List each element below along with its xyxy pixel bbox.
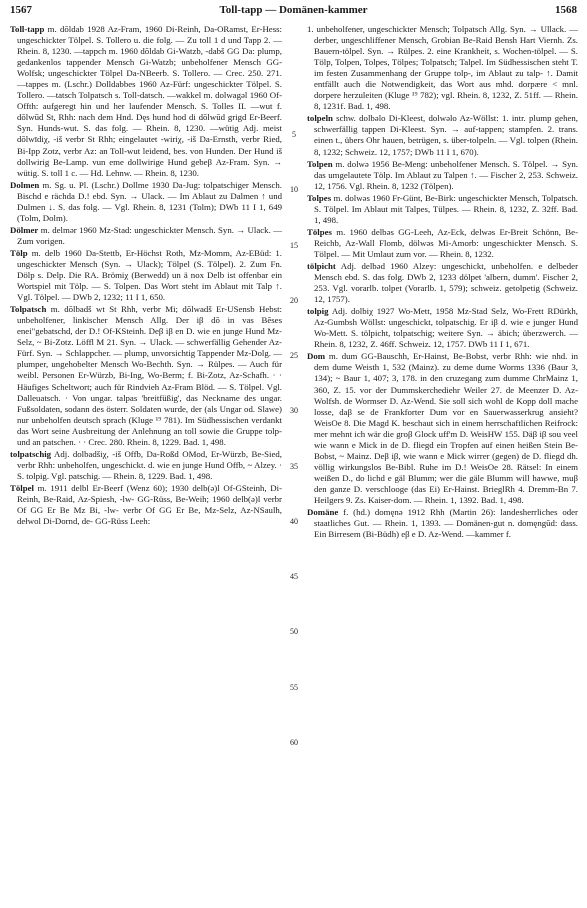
dictionary-entry bbox=[307, 227, 578, 260]
entry-text: m. 1960 delbəs GG-Leeh, Az-Eck, delwəs Er-Breit Schönn, Be-Reichb, Az-Wall Flomb, dölwəs Mi-Amorb: ungeschickter Mensch. S. Tölpel. — Mit Umlaut zum vor. — Rhein. 8, 1232. bbox=[314, 226, 578, 259]
entry-headword: Tölpel bbox=[10, 482, 34, 493]
dictionary-entry bbox=[307, 351, 578, 506]
entry-text: m. delmər 1960 Mz-Stad: ungeschickter Mensch. Syn. → Ulack. — Zum vorigen. bbox=[17, 224, 282, 246]
dictionary-entry bbox=[307, 113, 578, 157]
entry-headword: Tolpatsch bbox=[10, 304, 47, 315]
entry-headword: tolpig bbox=[307, 306, 329, 317]
entry-text: m. 1911 delbl Er-Beerf (Wenz 60); 1930 delb(ə)l Of-GSteinh, Di-Reinh, Be-Raid, Az-Spiesh, -lw- GG-Rüss, Be-Weih; 1960 delb(ə)l verbr Of GG Er Be Mz Bi, -lw- verbr Of GG Er Be, Mz-Selz, Az-NSaulh, dełwol Di-Dornd, de- GG-Rüss Leeh: bbox=[17, 482, 282, 527]
running-header bbox=[10, 4, 577, 20]
dictionary-entry bbox=[307, 306, 578, 350]
entry-headword: Tölp bbox=[10, 247, 28, 258]
line-number: 30 bbox=[290, 406, 298, 416]
entry-text: m. Sg. u. Pl. (Lschr.) Dollme 1930 Da-Jug: tolpatschiger Mensch. Bischd e rächda D.! ebd. Syn. → Ulack. — Im Ablaut zu Dalmen ↑ und Dulmen ↓. S. das folg. — Vgl. Rhein. 8, 1231 (Tolm); DWb 11 I 1, 649 (Tolm, Dolm). bbox=[17, 179, 282, 223]
line-number: 45 bbox=[290, 572, 298, 582]
dictionary-entry bbox=[10, 180, 282, 224]
line-number: 35 bbox=[290, 461, 298, 471]
entry-text: m. dōlbadš wt St Rhh, verbr Mi; dōlwadš Er-USensb Hebst: unbeholfener, linkischer Mensch Allg. Der iβ dō in vas Bēses enei"gebatschd, der D.! Of-KSteinh. Deβ iβ en D. wie en junge Hund Mz-Selz, ~ Bi-Zotz. Löffl M 21. Syn. → Ulack. — schwerfällig Gehender Az-Fürf. Syn. → Schlappcher. — plump, unvorsichtig Tappender Mz-Dolg. — plumper, ungehobelter Mensch Wo-Bechth. Syn. → Rülpes. — Auch für weibl. Personen Er-Würzb, Bi-Ing, Wo-Berm; f. Bi-Zotz, Az-Schafh. · · Häufiges Scheltwort; auch für Rindvieh Az-Fram Blöd. — S. Tölpel. Vgl. Dalleuatsch. · Von ungar. talpas 'breitfüßig', das Neckname des ungar. Fußsoldaten, sodann des österr. Soldaten wurde, der (als Ungar od. Slawe) nur unbeholfen deutsch sprach (Kluge ¹⁹ 781). Im Südhessischen verdankt das Wort seine Ausbreitung der Anlehnung an toll sowie die Gruppe tolp- und an patschen. · · Crec. 280. Rhein. 8, 1229. Bad. 1, 498. bbox=[17, 304, 282, 447]
dictionary-entry bbox=[307, 193, 578, 226]
line-number: 50 bbox=[290, 627, 298, 637]
entry-headword: Tolpes bbox=[307, 192, 332, 203]
entry-text: m. delb 1960 Da-Stettb, Er-Höchst Roth, Mz-Momm, Az-EBüd: 1. ungeschickter Mensch (Syn. → Ulack); Tölpel (S. Tölpel). 2. Zum Fn. Dölp s. Delp. Die RA. Brömiχ (Berwedd) un ä nox Delb ist offenbar ein Wortspiel mit Tölp. — S. Tolpen. Das Wort steht im Ablaut mit Talp ↑. Vgl. Tölpel. — DWb 2, 1232; 11 I 1, 650. bbox=[17, 247, 282, 303]
entry-headword: Dolmen bbox=[10, 179, 40, 190]
dictionary-entry bbox=[307, 507, 578, 540]
entry-headword: Dom bbox=[307, 351, 326, 362]
line-number: 25 bbox=[290, 351, 298, 361]
entry-headword: Tolpen bbox=[307, 158, 333, 169]
line-number: 10 bbox=[290, 185, 298, 195]
line-number: 15 bbox=[290, 240, 298, 250]
dictionary-entry bbox=[10, 449, 282, 482]
entry-text: m. dōldab 1928 Az-Fram, 1960 Di-Reinh, Da-ORamst, Er-Hess: ungeschickter Tölpel. S. Tollero u. die folg. — Zu toll 1 d und Tapp 2. — Rhein. 8, 1230. —tappch m. 1960 dōldab Gi-Watzb, -dabš GG Da: plump, gedankenlos tappender Mensch Gi-Watzb; unbeholfener Mensch GG-Wolfsk; ungeschickter Tölpel Da-NBeerb. S. Tollero. — Crec. 250. 271. —tappes m. (Lschr.) Dolldabbes 1960 Az-Fürf: ungeschickter Tölpel. S. Tollero. —tatsch Tolpatsch s. Toll-datsch. —wakkel m. dolwagəl 1960 Of-Offth: aufgeregt hin und her laufender Mensch. S. Tolles II. —wut f. dōlwūd St, Rhh: nach dem Hnd. Dęs hund hod di dōlwūd grigd Er-Beerf. Syn. Hunds-wut. S. das folg. — Rhein. 8, 1230. —wütig Adj. meist dōlwīdiχ, -iš verbr St Rhh; eingelautet -wiriχ, -iš Da-Ernsth, verbr Ried, Bi-Ipp Zotz, verbr Az: an Toll-wut leidend, bes. von Hunden. Der Hund iš dollwirig Be-Lamp. vun eme dollwirige Hund gebeβ Az-Fram. Syn. → wütig. S. toll 1 c. — Hd. Lehnw. — Rhein. 8, 1230. bbox=[17, 24, 282, 178]
entry-text: Adj. dolbadšiχ, -iš Offb, Da-Roßd OMod, Er-Würzb, Be-Sied, verbr Rhh: unbeholfen, ungeschickt. d. wie en junge Hund Offb, ~ Alzey. · S. tolpig. Vgl. patschig. — Rhein. 8, 1229. Bad. 1, 498. bbox=[17, 448, 282, 481]
dictionary-entry bbox=[307, 261, 578, 305]
page-title: Toll-tapp — Domänen-kammer bbox=[219, 4, 368, 16]
entry-text: Adj. delbəd 1960 Alzey: ungeschickt, unbeholfen. e delbeder Mensch ebd. S. das folg. DWb 2, 1233 dölpet 'albern, dumm'. Fischer 2, 253. Vgl. vorarlb. tolpet (Vorarlb. 1, 579); schweiz. getolpetig (Schweiz. 12, 1757). bbox=[314, 260, 578, 305]
dictionary-entry bbox=[10, 24, 282, 179]
entry-text: Adj. dolbiχ 1927 Wo-Mett, 1958 Mz-Stad Selz, Wo-Frett RDürkh, Az-Gumbsh Wöllst: ungeschickt, tolpatschig. Er iβ d. wie e junger Hund Wo-Mett. S. tölpicht, tolpatschig; weitere Syn. → äbich; überzwerch. — Rhein. 8, 1232, Z. 46ff. Schweiz. 12, 1757. DWb 11 I 1, 671. bbox=[314, 306, 578, 350]
dictionary-entry bbox=[307, 159, 578, 192]
entry-text: m. dolwə 1956 Be-Meng: unbeholfener Mensch. S. Tölpel. → Syn. das umgelautete Tölp. Im Ablaut zu Talpen ↑. — Fischer 2, 253. Schweiz. 12, 1756. Vgl. Rhein. 8, 1232 (Tölpen). bbox=[314, 158, 578, 191]
line-number: 55 bbox=[290, 682, 298, 692]
page-number-left: 1567 bbox=[10, 4, 32, 16]
dictionary-entry bbox=[307, 24, 578, 112]
entry-text: f. (hd.) domęnə 1912 Rhh (Martin 26): landesherrliches oder staatliches Gut. — Rhein. 1, 1393. — Domänen-gut n. domęngūd: dass. Ein Birresem (Bi-Büdh) eβ e D. Az-Wend. —kammer f. bbox=[314, 507, 578, 540]
entry-headword: Toll-tapp bbox=[10, 24, 45, 34]
left-column bbox=[10, 24, 282, 902]
dictionary-entry bbox=[10, 248, 282, 303]
dictionary-entry bbox=[10, 304, 282, 448]
line-number: 5 bbox=[292, 130, 296, 140]
line-number: 40 bbox=[290, 516, 298, 526]
dictionary-entry bbox=[10, 483, 282, 527]
entry-text: schw. dolbəlo Di-Kleest, dolwəlo Az-Wöllst: 1. intr. plump gehen, schwerfällig tappen Di-Kleest. Syn. → auf-tappen; stampfen. 2. trans. einen t., übers Ohr hauen, betrügen, s. über-tolpeln. — Vgl. tolpen (Rhein. 8, 1232; Schweiz. 12, 1757; DWb 11 I 1, 670). bbox=[314, 113, 578, 157]
entry-headword: Dölmer bbox=[10, 224, 39, 235]
page-number-right: 1568 bbox=[555, 4, 577, 16]
dictionary-entry bbox=[10, 225, 282, 247]
line-number: 20 bbox=[290, 295, 298, 305]
entry-headword: tolpeln bbox=[307, 113, 333, 124]
line-number: 60 bbox=[290, 737, 298, 747]
entry-text: 1. unbeholfener, ungeschickter Mensch; Tolpatsch Allg. Syn. → Ullack. — derber, ungeschliffener Mensch, Grobian Be-Raid Bensh Hart Viernh. Zs. Bauern-tölpel. Syn. → Rülpes. 2. eine Krankheit, s. Wochen-tölpel. — S. Tölp, Tolpen, Tolpes, Tölpes; Tolpatsch; Talpel. Im Südhessischen steht T. im festen Zusammenhang der Gruppe tolp-, im Ablaut zu talp- ↑. Damit entfällt auch die Notwendigkeit, das Wort aus mhd. dorpære < mnl. dorpere herzuleiten (Kluge ¹⁹ 782); vgl. Rhein. 8, 1232, Z. 51ff. — Rhein. 8, 1231f. Bad. 1, 498. bbox=[307, 24, 578, 112]
entry-headword: Tölpes bbox=[307, 226, 332, 237]
entry-text: m. dolwəs 1960 Fr-Günt, Be-Birk: ungeschickter Mensch, Tolpatsch. S. Tölpel. Im Ablaut mit Talpes, Tülpes. — Rhein. 8, 1232, Z. 32ff. Bad. 1, 498. bbox=[314, 192, 578, 225]
entry-text: m. dum GG-Bauschh, Er-Hainst, Be-Bobst, verbr Rhh: wie nhd. in dem dume Weisth 1, 532 (Mainz). zu deme dume Worms 1336 (Baur 3, 134); ~ Baur 1, 407; 3, 178. in den cruzegang zum dumme ChrMainz 1, 360, Z. 15. vor der Dummskerchediehr Weiler 27. de Meenzer D. Az-Wolfsh. de Wormser D. Az-Wend. Sie soll sich wohl de Kopp doll mache losse, daβ se de Frankforter Dum vor en Sauerwasserkrug ansieht? WeisOe 8. Die Magd K. beschaut sich in einem herrschaftlichen Reifrock: mer mehnt ich wär die groβ Glock uff'm D. WeisHW 155. Däβ iβ sou veel wie wann e Mick in de D. fliegd ein Tropfen auf einen heißen Stein Be-Bobst, ~ Mainz. Deβ iβ, wie wann e Mick wirrer (gegen) de D. fliegd dh. völlig wirkungslos Be-Bibl. Ruhe im D.! WeisOe 28. Rätsel: In einem weißen D., do lichd e gäl Blumm; wer die gäle Blumm will hawwe, muβ den ganze D. verschlooge (das Ei) Er-Hainst. BrieglRh 4. Dremm-Bn 7. Heilgers 9. Zs. Kaiser-dom. — Rhein. 1, 1392. Bad. 1, 498. bbox=[314, 351, 578, 505]
entry-headword: Domäne bbox=[307, 507, 339, 518]
entry-headword: tölpicht bbox=[307, 260, 336, 271]
right-column bbox=[307, 24, 578, 902]
entry-headword: tolpatschig bbox=[10, 448, 52, 459]
